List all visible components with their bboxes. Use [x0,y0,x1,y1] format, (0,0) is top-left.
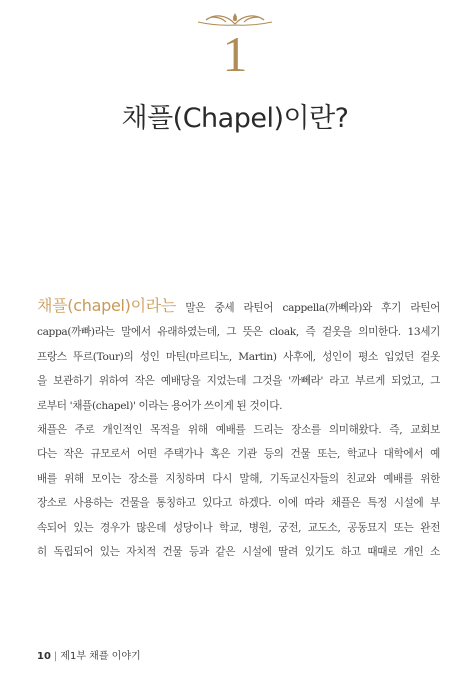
paragraph-line: 채플은 주로 개인적인 목적을 위해 예배를 드리는 장소를 의미해왔다. 즉, 교회보 [37,424,440,437]
paragraph-line: 히 독립되어 있는 자치적 건물 등과 같은 시설에 딸려 있기도 하고 때때로 개인 소 [37,546,440,559]
paragraph-line: 을 보관하기 위하여 작은 예배당을 지었는데 그것을 '까뻬라' 라고 부르게 되었고, 그 [37,375,440,388]
paragraph-line: cappa(까빠)라는 말에서 유래하였는데, 그 뜻은 cloak, 즉 겉옷을 의미한다. 13세기 [37,326,440,339]
page-number: 10 [37,651,51,662]
paragraph-line: 다는 작은 규모로서 어떤 주택가나 혹은 기관 등의 건물 또는, 학교나 대학에서 예 [37,448,440,461]
paragraph-line: 로부터 '채플(chapel)' 이라는 용어가 쓰이게 된 것이다. [37,399,283,412]
chapter-title: 채플(Chapel)이란? [121,103,349,134]
paragraph-line: 속되어 있는 경우가 많은데 성당이나 학교, 병원, 궁전, 교도소, 공동묘지 또는 완전 [37,521,440,534]
footer-separator: | [53,651,58,662]
body-text [37,294,440,564]
chapter-number: 1 [222,26,248,82]
paragraph-line: 채플(chapel)이라는 말은 중세 라틴어 cappella(까뻬라)와 후기 라틴어 [37,296,440,315]
lead-phrase: 채플(chapel)이라는 [37,296,177,315]
section-title: 제1부 채플 이야기 [60,651,141,662]
page-footer [37,647,141,662]
paragraph-line: 프랑스 뚜르(Tour)의 성인 마틴(마르티노, Martin) 사후에, 성인이 평소 입었던 겉옷 [37,350,440,363]
paragraph-line: 장소로 사용하는 건물을 통칭하고 있다고 하겠다. 이에 따라 채플은 특정 시설에 부 [37,497,440,510]
paragraph-line: 배를 위해 모이는 장소를 지칭하며 다시 말해, 기독교신자들의 친교와 예배를 위한 [37,472,440,485]
